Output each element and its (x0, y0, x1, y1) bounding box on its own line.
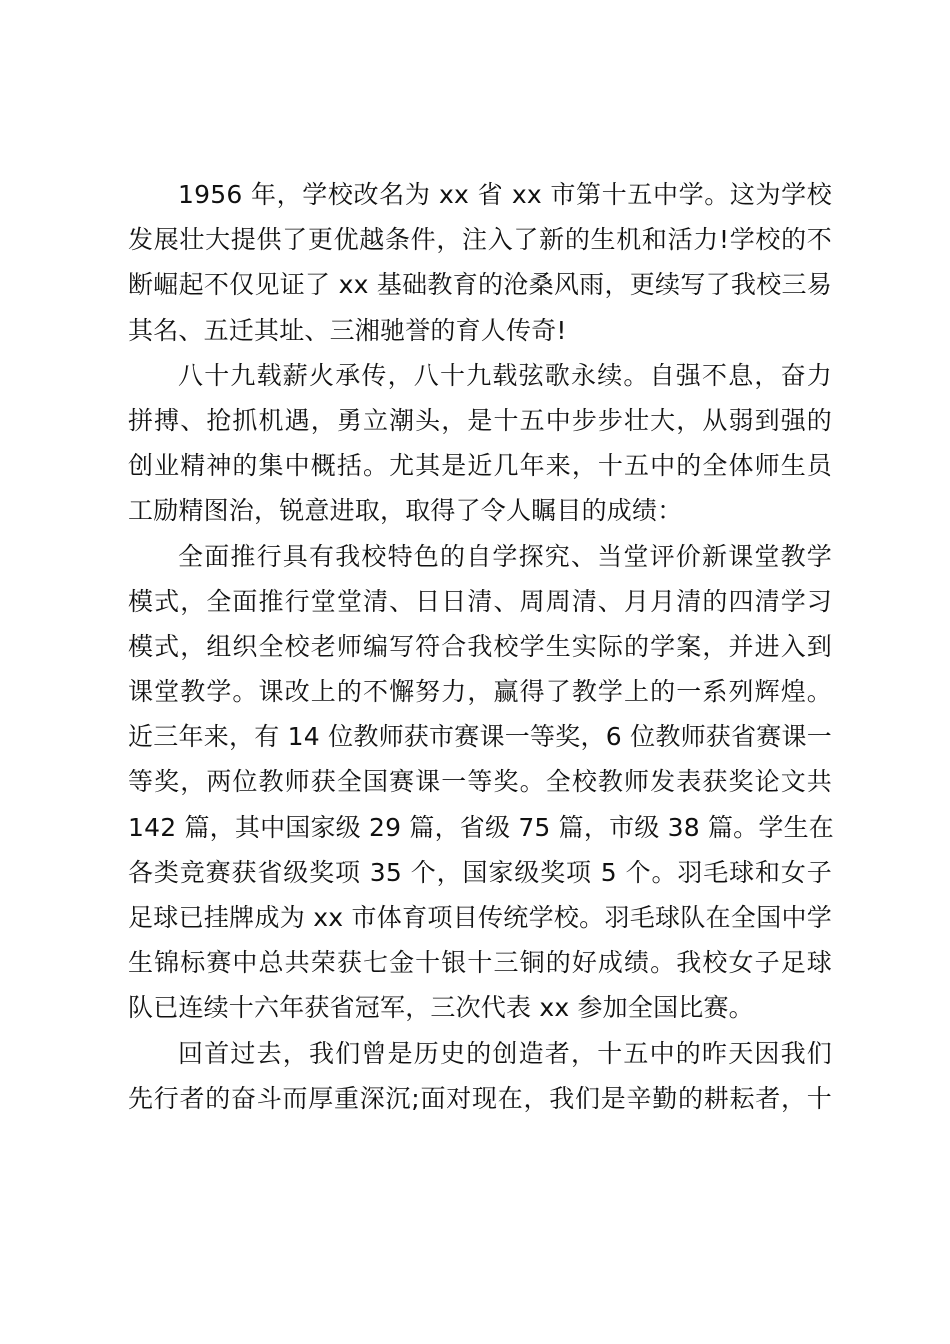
paragraph-line: 模式，全面推行堂堂清、日日清、周周清、月月清的四清学习 (128, 586, 832, 616)
paragraph-line: 142 篇，其中国家级 29 篇，省级 75 篇，市级 38 篇。学生在 (128, 812, 834, 842)
paragraph-line: 先行者的奋斗而厚重深沉;面对现在，我们是辛勤的耕耘者，十 (128, 1083, 832, 1113)
paragraph-line: 1956 年，学校改名为 xx 省 xx 市第十五中学。这为学校 (178, 180, 832, 209)
body-text (128, 172, 832, 1121)
paragraph-line: 队已连续十六年获省冠军，三次代表 xx 参加全国比赛。 (128, 993, 754, 1023)
paragraph-line: 各类竞赛获省级奖项 35 个，国家级奖项 5 个。羽毛球和女子 (128, 857, 832, 887)
paragraph-line: 生锦标赛中总共荣获七金十银十三铜的好成绩。我校女子足球 (128, 948, 832, 978)
paragraph-line: 足球已挂牌成为 xx 市体育项目传统学校。羽毛球队在全国中学 (128, 903, 832, 932)
paragraph-line: 近三年来，有 14 位教师获市赛课一等奖，6 位教师获省赛课一 (128, 722, 832, 752)
paragraph-line: 回首过去，我们曾是历史的创造者，十五中的昨天因我们 (178, 1038, 832, 1068)
paragraph-line: 等奖，两位教师获全国赛课一等奖。全校教师发表获奖论文共 (128, 767, 832, 797)
paragraph-line: 拼搏、抢抓机遇，勇立潮头，是十五中步步壮大，从弱到强的 (128, 405, 832, 435)
paragraph-line: 课堂教学。课改上的不懈努力，赢得了教学上的一系列辉煌。 (128, 677, 832, 707)
paragraph-line: 八十九载薪火承传，八十九载弦歌永续。自强不息，奋力 (178, 360, 832, 390)
paragraph-line: 模式，组织全校老师编写符合我校学生实际的学案，并进入到 (128, 631, 832, 661)
paragraph-line: 发展壮大提供了更优越条件，注入了新的生机和活力!学校的不 (128, 225, 832, 255)
paragraph-line: 断崛起不仅见证了 xx 基础教育的沧桑风雨，更续写了我校三易 (128, 270, 832, 300)
paragraph-line: 创业精神的集中概括。尤其是近几年来，十五中的全体师生员 (128, 451, 832, 481)
paragraph-line: 其名、五迁其址、三湘驰誉的育人传奇! (128, 315, 567, 345)
paragraph-line: 工励精图治，锐意进取，取得了令人瞩目的成绩： (128, 496, 683, 526)
paragraph-line: 全面推行具有我校特色的自学探究、当堂评价新课堂教学 (178, 541, 832, 571)
